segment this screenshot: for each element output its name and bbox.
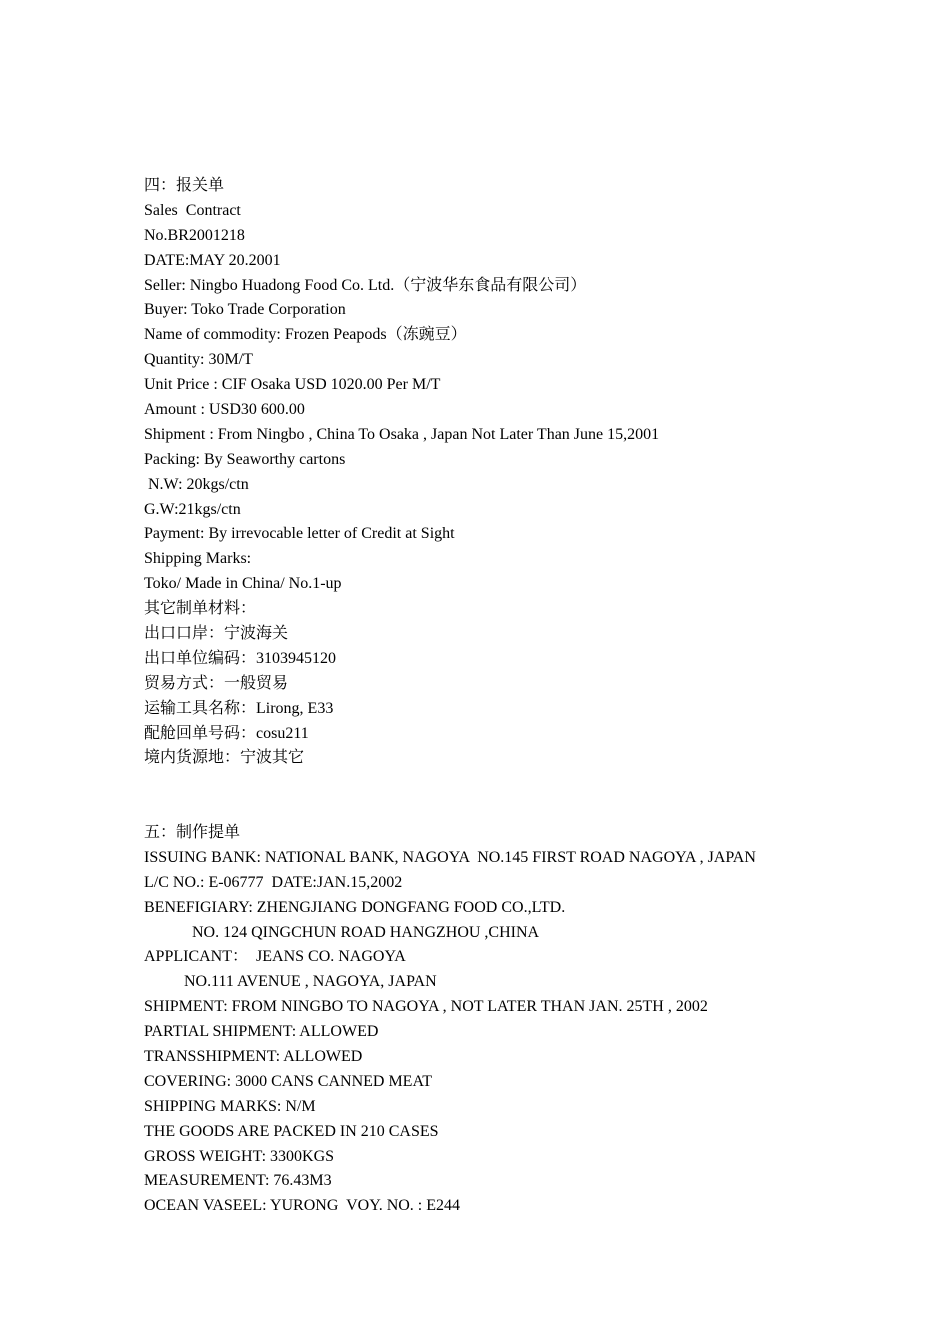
covering-line: COVERING: 3000 CANS CANNED MEAT xyxy=(144,1072,433,1090)
beneficiary-line: BENEFIGIARY: ZHENGJIANG DONGFANG FOOD CO.,LTD. xyxy=(144,898,566,916)
shipping-marks-value: Toko/ Made in China/ No.1-up xyxy=(144,575,342,593)
buyer-line: Buyer: Toko Trade Corporation xyxy=(144,301,346,319)
exporter-code-line: 出口单位编码：3103945120 xyxy=(144,649,337,667)
goods-origin-line: 境内货源地：宁波其它 xyxy=(144,749,305,767)
measurement-line: MEASUREMENT: 76.43M3 xyxy=(144,1172,332,1190)
unit-price-line: Unit Price : CIF Osaka USD 1020.00 Per M/T xyxy=(144,376,441,394)
bill-of-lading-section xyxy=(144,821,904,1219)
packing-line: Packing: By Seaworthy cartons xyxy=(144,450,346,468)
commodity-line: Name of commodity: Frozen Peapods（冻豌豆） xyxy=(144,326,467,344)
beneficiary-address-line: NO. 124 QINGCHUN ROAD HANGZHOU ,CHINA xyxy=(144,923,540,941)
issuing-bank-line: ISSUING BANK: NATIONAL BANK, NAGOYA NO.145 FIRST ROAD NAGOYA , JAPAN xyxy=(144,848,756,866)
gross-weight-line: GROSS WEIGHT: 3300KGS xyxy=(144,1147,335,1165)
ocean-vessel-line: OCEAN VASEEL: YURONG VOY. NO. : E244 xyxy=(144,1197,461,1215)
transshipment-line: TRANSSHIPMENT: ALLOWED xyxy=(144,1048,363,1066)
other-materials-heading: 其它制单材料： xyxy=(144,600,257,618)
export-port-line: 出口口岸：宁波海关 xyxy=(144,625,289,643)
shipment-line: SHIPMENT: FROM NINGBO TO NAGOYA , NOT LATER THAN JAN. 25TH , 2002 xyxy=(144,998,708,1016)
net-weight-line: N.W: 20kgs/ctn xyxy=(144,475,249,493)
packing-line: THE GOODS ARE PACKED IN 210 CASES xyxy=(144,1122,439,1140)
amount-line: Amount : USD30 600.00 xyxy=(144,401,305,419)
contract-number: No.BR2001218 xyxy=(144,226,245,244)
trade-mode-line: 贸易方式：一般贸易 xyxy=(144,674,289,692)
shipping-marks-line: SHIPPING MARKS: N/M xyxy=(144,1097,316,1115)
partial-shipment-line: PARTIAL SHIPMENT: ALLOWED xyxy=(144,1023,379,1041)
gross-weight-line: G.W:21kgs/ctn xyxy=(144,500,241,518)
contract-title: Sales Contract xyxy=(144,201,241,219)
booking-number-line: 配舱回单号码：cosu211 xyxy=(144,724,309,742)
quantity-line: Quantity: 30M/T xyxy=(144,351,253,369)
transport-line: 运输工具名称：Lirong, E33 xyxy=(144,699,334,717)
shipment-line: Shipment : From Ningbo , China To Osaka , Japan Not Later Than June 15,2001 xyxy=(144,425,660,443)
applicant-line: APPLICANT： JEANS CO. NAGOYA xyxy=(144,948,406,966)
lc-number-line: L/C NO.: E-06777 DATE:JAN.15,2002 xyxy=(144,873,403,891)
applicant-address-line: NO.111 AVENUE , NAGOYA, JAPAN xyxy=(144,973,437,991)
section-heading: 五：制作提单 xyxy=(144,824,241,841)
contract-date: DATE:MAY 20.2001 xyxy=(144,251,281,269)
shipping-marks-label: Shipping Marks: xyxy=(144,550,252,568)
payment-line: Payment: By irrevocable letter of Credit at Sight xyxy=(144,525,455,543)
seller-line: Seller: Ningbo Huadong Food Co. Ltd.（宁波华东食品有限公司） xyxy=(144,276,587,294)
section-heading: 四：报关单 xyxy=(144,177,225,194)
customs-declaration-section xyxy=(144,174,904,771)
